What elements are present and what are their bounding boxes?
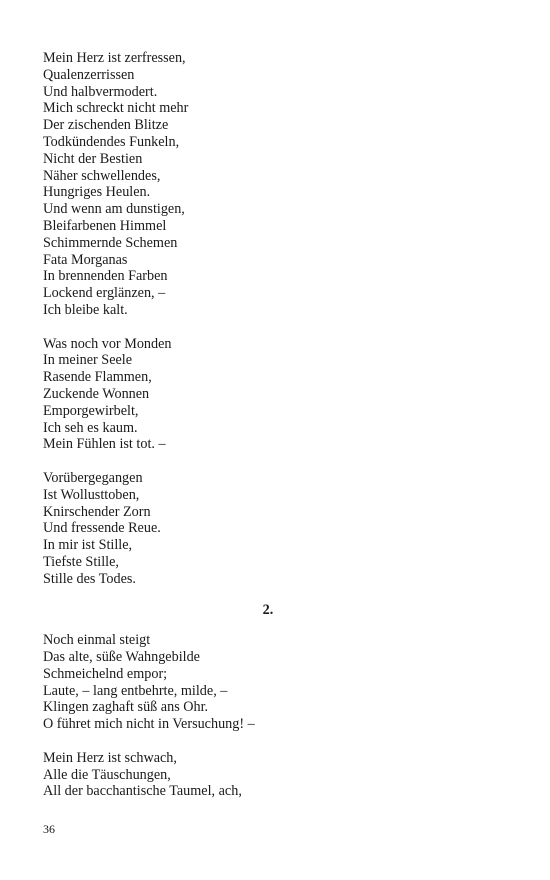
stanza-3 <box>43 470 513 588</box>
poem-line: Ich bleibe kalt. <box>43 301 128 318</box>
poem-line: In mir ist Stille, <box>43 537 133 554</box>
poem-line: Fata Morganas <box>43 251 128 268</box>
poem-line: Knirschender Zorn <box>43 503 151 520</box>
page-number: 36 <box>43 822 55 836</box>
poem-line: Nicht der Bestien <box>43 150 143 167</box>
poem-line: Ist Wollusttoben, <box>43 486 140 503</box>
poem-line: Mich schreckt nicht mehr <box>43 100 189 117</box>
poem-line: Hungriges Heulen. <box>43 184 151 201</box>
poem-line: Schimmernde Schemen <box>43 234 178 251</box>
poem-line: Tiefste Stille, <box>43 553 119 570</box>
stanza-break <box>43 319 513 336</box>
poem-line: Und fressende Reue. <box>43 520 161 537</box>
poem-line: Qualenzerrissen <box>43 66 135 83</box>
poem-line: Stille des Todes. <box>43 570 136 587</box>
poem-line: Rasende Flammen, <box>43 369 152 386</box>
poem-line: Mein Fühlen ist tot. – <box>43 436 166 453</box>
section-heading: 2. <box>262 601 274 618</box>
poem-line: Das alte, süße Wahngebilde <box>43 649 200 666</box>
poem-line: Noch einmal steigt <box>43 632 151 649</box>
poem-line: Bleifarbenen Himmel <box>43 217 167 234</box>
poem-line: Und halbvermodert. <box>43 83 158 100</box>
poem-line: Lockend erglänzen, – <box>43 285 166 302</box>
poem-line: Alle die Täuschungen, <box>43 766 171 783</box>
poem-line: Emporgewirbelt, <box>43 402 139 419</box>
poem-line: Mein Herz ist schwach, <box>43 749 177 766</box>
stanza-5 <box>43 750 513 800</box>
poem-line: Ich seh es kaum. <box>43 419 138 436</box>
poem-line: Der zischenden Blitze <box>43 117 169 134</box>
poem-line: Schmeichelnd empor; <box>43 665 168 682</box>
poem-line: Mein Herz ist zerfressen, <box>43 50 186 66</box>
poem-line: Klingen zaghaft süß ans Ohr. <box>43 699 209 716</box>
stanza-break <box>43 733 513 750</box>
poem-line: Todkündendes Funkeln, <box>43 133 180 150</box>
poem-line: All der bacchantische Taumel, ach, <box>43 783 242 800</box>
stanza-1 <box>43 50 513 319</box>
poem-text <box>43 50 513 800</box>
poem-line: Und wenn am dunstigen, <box>43 201 185 218</box>
poem-line: Laute, – lang entbehrte, milde, – <box>43 682 228 699</box>
stanza-2 <box>43 336 513 454</box>
poem-line: Was noch vor Monden <box>43 335 172 352</box>
poem-line: In meiner Seele <box>43 352 133 369</box>
poem-line: Näher schwellendes, <box>43 167 161 184</box>
poem-line: Vorübergegangen <box>43 469 143 486</box>
poem-line: O führet mich nicht in Versuchung! – <box>43 716 255 733</box>
stanza-break <box>43 453 513 470</box>
poem-line: In brennenden Farben <box>43 268 168 285</box>
poem-line: Zuckende Wonnen <box>43 385 150 402</box>
stanza-4 <box>43 632 513 733</box>
